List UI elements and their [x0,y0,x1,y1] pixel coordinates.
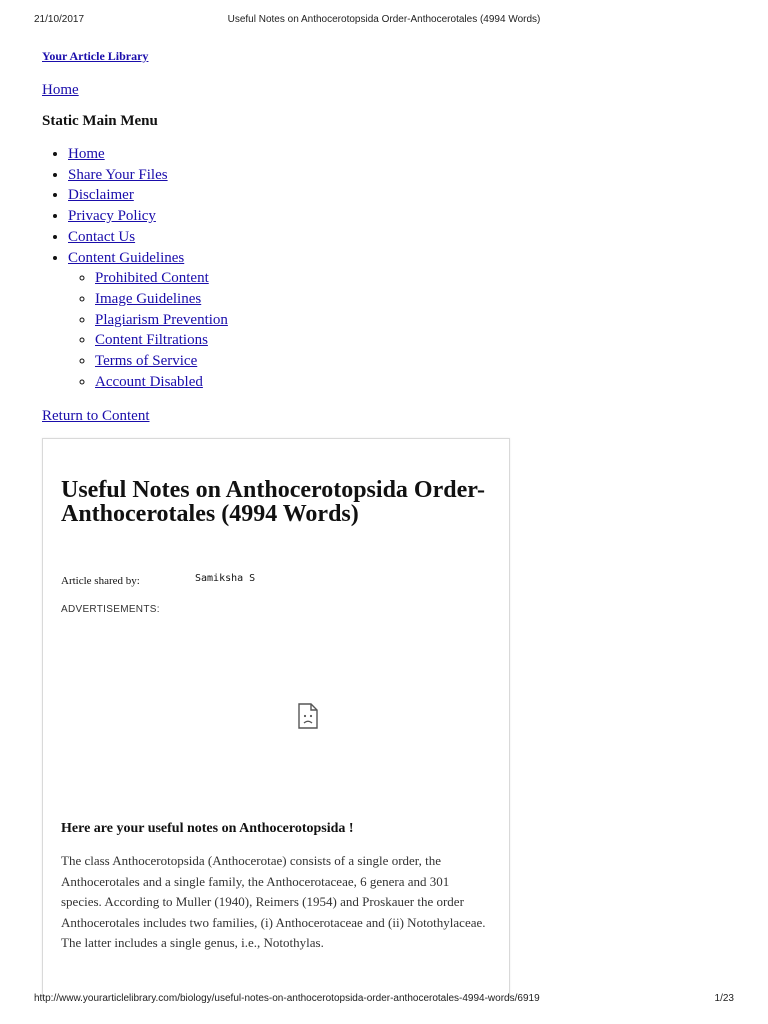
article-card [42,438,510,999]
submenu-link-account-disabled[interactable]: Account Disabled [95,373,203,390]
submenu-item-image-guidelines [95,289,228,310]
article-author: Samiksha S [195,573,256,584]
print-url: http://www.yourarticlelibrary.com/biology/useful-notes-on-anthocerotopsida-order-anthocerotales-4994-words/6919 [34,993,540,1004]
submenu-item-terms-of-service [95,351,228,372]
site-title-link[interactable]: Your Article Library [42,49,149,63]
menu-link-privacy-policy[interactable]: Privacy Policy [68,208,156,225]
guidelines-submenu [68,268,228,392]
menu-item-content-guidelines [68,248,228,393]
submenu-item-content-filtrations [95,330,228,351]
menu-item-contact-us [68,227,228,248]
menu-item-privacy-policy [68,206,228,227]
advertisement-frame[interactable] [55,631,509,806]
home-link[interactable]: Home [42,82,79,98]
main-menu [42,144,228,392]
menu-item-disclaimer [68,185,228,206]
print-date: 21/10/2017 [34,14,85,25]
menu-link-home[interactable]: Home [68,146,105,162]
submenu-link-plagiarism-prevention[interactable]: Plagiarism Prevention [95,311,228,328]
print-page-number: 1/23 [714,993,734,1004]
submenu-link-image-guidelines[interactable]: Image Guidelines [95,290,202,307]
submenu-link-terms-of-service[interactable]: Terms of Service [95,353,198,370]
submenu-link-prohibited-content[interactable]: Prohibited Content [95,270,209,287]
menu-link-disclaimer[interactable]: Disclaimer [68,187,134,204]
submenu-item-account-disabled [95,372,228,393]
submenu-item-plagiarism-prevention [95,310,228,331]
menu-heading: Static Main Menu [42,113,158,129]
article-paragraph: The class Anthocerotopsida (Anthocerotae) consists of a single order, the Anthocerotales and a single family, the Anthocerotaceae, 6 genera and 301 species. According to Muller (1940), Reimers (1954) and Proskauer the order Anthocerotales includes two families, (i) Anthocerotaceae and (ii) Notothylaceae. The latter includes a single genus, i.e., Notothylas. [61,853,486,950]
menu-item-home [68,144,228,165]
print-doc-title: Useful Notes on Anthocerotopsida Order-Anthocerotales (4994 Words) [227,14,541,25]
article-shared-label: Article shared by: [61,575,140,587]
article-title: Useful Notes on Anthocerotopsida Order-Anthocerotales (4994 Words) [61,477,485,527]
broken-image-icon [297,703,319,729]
menu-link-content-guidelines[interactable]: Content Guidelines [68,249,185,266]
return-to-content-link[interactable]: Return to Content [42,408,150,424]
menu-link-contact-us[interactable]: Contact Us [68,228,136,245]
print-footer [0,993,768,1013]
submenu-link-content-filtrations[interactable]: Content Filtrations [95,332,208,349]
menu-link-share-files[interactable]: Share Your Files [68,166,168,183]
menu-item-share-files [68,165,228,186]
advertisements-label: ADVERTISEMENTS: [61,604,160,615]
section-heading: Here are your useful notes on Anthocerotopsida ! [61,821,354,836]
submenu-item-prohibited-content [95,268,228,289]
print-header [0,14,768,34]
